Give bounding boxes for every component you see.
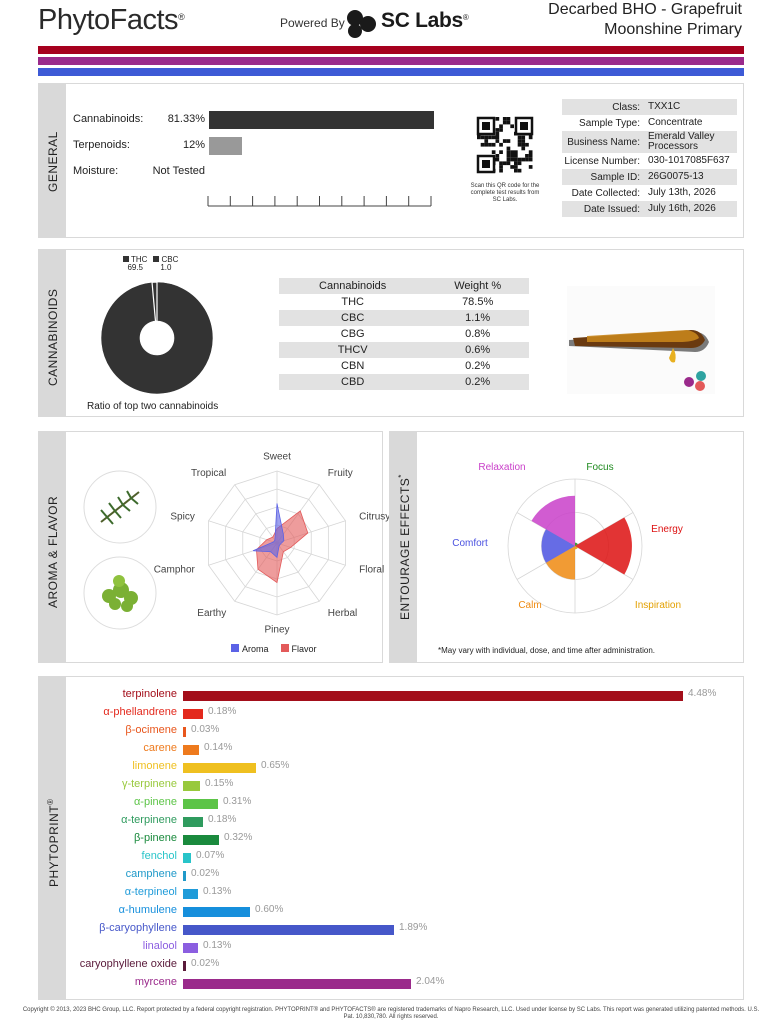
ratio-legend [123,256,178,272]
metric-bar [209,137,242,155]
table-row [279,358,529,374]
header-stripe-purple [38,57,744,65]
terpene-bar [183,979,411,989]
legend-cbc: CBC 1.0 [153,256,178,272]
table-row [279,310,529,326]
info-label: License Number: [562,153,644,169]
terpene-name: γ-terpinene [121,778,177,790]
phytofacts-logo: PhytoFacts® [38,4,185,36]
terpene-bar [183,745,199,755]
terpene-value: 0.03% [191,724,220,735]
qr-caption: Scan this QR code for the complete test results from SC Labs. [470,183,540,203]
terpene-name: carene [143,742,177,754]
table-cell: CBD [279,374,426,390]
cannabinoid-table [279,278,529,390]
legend-aroma: Aroma [231,644,269,654]
terpene-name: β-pinene [133,832,177,844]
terpene-value: 0.32% [224,832,253,843]
info-value: July 16th, 2026 [644,201,737,217]
hops-image [83,556,157,630]
effect-label-relaxation: Relaxation [478,462,526,473]
info-label: Date Collected: [562,185,644,201]
terpene-name: α-terpineol [124,886,177,898]
table-cell: CBG [340,328,365,340]
table-cell: 78.5% [462,296,494,308]
terpene-name: α-terpinene [121,814,177,826]
radar-axis-label: Camphor [153,564,195,576]
sample-info-row [562,131,737,153]
terpene-value: 0.60% [255,904,284,915]
terpene-name: β-caryophyllene [99,922,177,934]
aroma-flavor-title: AROMA & FLAVOR [46,495,60,608]
entourage-effects-panel [389,431,744,663]
terpene-name: α-phellandrene [103,706,177,718]
terpene-value: 0.15% [205,778,234,789]
terpene-value: 0.13% [203,940,232,951]
terpene-name: caryophyllene oxide [79,958,177,970]
info-value: TXX1C [644,99,737,115]
info-value: 030-1017085F637 [644,153,737,169]
entourage-effects-chart [450,458,730,628]
table-cell: THC [341,296,364,308]
table-header: Weight % [426,278,529,294]
phytoprint-title: PHYTOPRINT® [46,798,61,887]
radar-axis-label: Herbal [327,607,358,619]
terpene-bar [183,907,250,917]
terpene-value: 0.31% [223,796,252,807]
terpene-bar [183,781,200,791]
table-cell: THCV [279,342,426,358]
qr-code-icon[interactable] [474,114,536,176]
terpene-value: 0.65% [261,760,290,771]
effect-label-comfort: Comfort [452,538,488,549]
terpene-value: 0.02% [191,868,220,879]
terpene-value: 0.02% [191,958,220,969]
metric-value: 12% [182,139,205,151]
terpene-bar [183,853,191,863]
effect-label-inspiration: Inspiration [634,600,682,611]
info-label: Sample ID: [562,169,644,185]
table-cell: 0.6% [426,342,529,358]
terpene-value: 0.18% [208,706,237,717]
terpene-value: 1.89% [399,922,428,933]
terpene-value: 2.04% [416,976,445,987]
terpene-name: α-pinene [133,796,177,808]
terpene-value: 0.14% [204,742,233,753]
radar-axis-label: Spicy [170,511,195,523]
metric-value: 81.33% [167,113,205,125]
info-value: 26G0075-13 [644,169,737,185]
ratio-donut-chart [97,278,217,398]
metric-label: Cannabinoids: [73,113,144,125]
table-cell: 0.2% [465,360,491,372]
effects-title: ENTOURAGE EFFECTS* [397,474,412,620]
effects-note: *May vary with individual, dose, and time after administration. [438,646,655,655]
radar-axis-label: Sweet [263,451,291,463]
table-row [279,326,529,342]
radar-legend [231,644,317,654]
info-label: Date Issued: [562,201,644,217]
sample-info-row [562,153,737,169]
terpene-bar [183,835,219,845]
sample-info-row [562,201,737,217]
product-title [482,0,742,40]
terpene-name: myrcene [134,976,177,988]
effect-wedge-energy [575,518,632,575]
terpene-value: 0.07% [196,850,225,861]
info-label: Class: [562,99,644,115]
terpene-value: 0.18% [208,814,237,825]
table-row [279,342,529,358]
terpene-name: camphene [125,868,177,880]
terpene-name: α-humulene [118,904,177,916]
table-cell: CBC [279,310,426,326]
aroma-flavor-panel [38,431,391,663]
terpene-name: β-ocimene [125,724,177,736]
terpene-bar [183,763,256,773]
terpene-bar [183,961,186,971]
radar-axis-label: Tropical [191,468,227,480]
table-cell: 0.8% [465,328,491,340]
terpene-value: 0.13% [203,886,232,897]
copyright-footer: Copyright © 2013, 2023 BHC Group, LLC. Report protected by a federal copyright registration. PHYTOPRINT® and PHYTOFACTS® are registered trademarks of Napro Research, LLC. Used under license by SC Labs. This report was generated utilizing patented methods. U.S. Pat. 10,830,780. All rights reserved. [22,1007,760,1020]
terpene-bar [183,727,186,737]
legend-thc: THC 69.5 [123,256,147,272]
general-scale-ruler [207,194,437,208]
terpene-name: fenchol [141,850,177,862]
info-label: Sample Type: [562,115,644,131]
concentrate-dab-tool-image [567,286,715,394]
radar-axis-label: Piney [264,624,290,636]
effect-label-focus: Focus [586,462,614,473]
sc-labs-name: SC Labs® [381,9,469,32]
table-row [279,374,529,390]
sample-info-row [562,99,737,115]
legend-flavor: Flavor [281,644,317,654]
table-cell: CBN [341,360,365,372]
sample-info-table [562,99,737,217]
radar-axis-label: Earthy [197,607,227,619]
terpene-bar [183,943,198,953]
product-name-line1: Decarbed BHO - Grapefruit [548,1,742,18]
terpene-bar [183,871,186,881]
table-cell: 1.1% [426,310,529,326]
general-title: GENERAL [46,131,60,192]
info-value: Emerald Valley Processors [644,131,737,153]
terpene-bar [183,817,203,827]
effect-label-energy: Energy [651,524,683,535]
info-value: July 13th, 2026 [644,185,737,201]
metric-label: Terpenoids: [73,139,130,151]
terpene-bar [183,889,198,899]
terpene-name: linalool [142,940,177,952]
table-row [279,294,529,310]
sample-info-row [562,185,737,201]
terpene-bar [183,799,218,809]
sample-info-row [562,169,737,185]
terpene-name: limonene [132,760,177,772]
cannabinoids-title: CANNABINOIDS [46,288,60,386]
metric-label: Moisture: [73,165,119,177]
sc-labs-logo-icon [345,8,377,40]
aroma-flavor-radar-chart [153,448,391,638]
info-label: Business Name: [562,131,644,153]
terpene-name: terpinolene [122,688,177,700]
header-stripe-red [38,46,744,54]
radar-axis-label: Floral [359,564,385,576]
radar-axis-label: Citrusy [359,511,391,523]
metric-value: Not Tested [152,165,205,177]
powered-by-label: Powered By [280,16,345,30]
table-cell: 0.2% [426,374,529,390]
terpene-bar [183,691,683,701]
terpene-value: 4.48% [688,688,717,699]
info-value: Concentrate [644,115,737,131]
cannabinoids-panel [38,249,744,417]
table-header: Cannabinoids [279,278,426,294]
product-name-line2: Moonshine Primary [604,21,742,38]
pine-branch-image [83,470,157,544]
metric-bar [209,111,434,129]
ratio-caption: Ratio of top two cannabinoids [87,401,219,412]
terpene-bar [183,925,394,935]
terpene-bar [183,709,203,719]
general-panel [38,83,744,238]
radar-axis-label: Fruity [327,468,353,480]
phytoprint-panel [38,676,744,1000]
sample-info-row [562,115,737,131]
effect-label-calm: Calm [518,600,542,611]
header-stripe-blue [38,68,744,76]
